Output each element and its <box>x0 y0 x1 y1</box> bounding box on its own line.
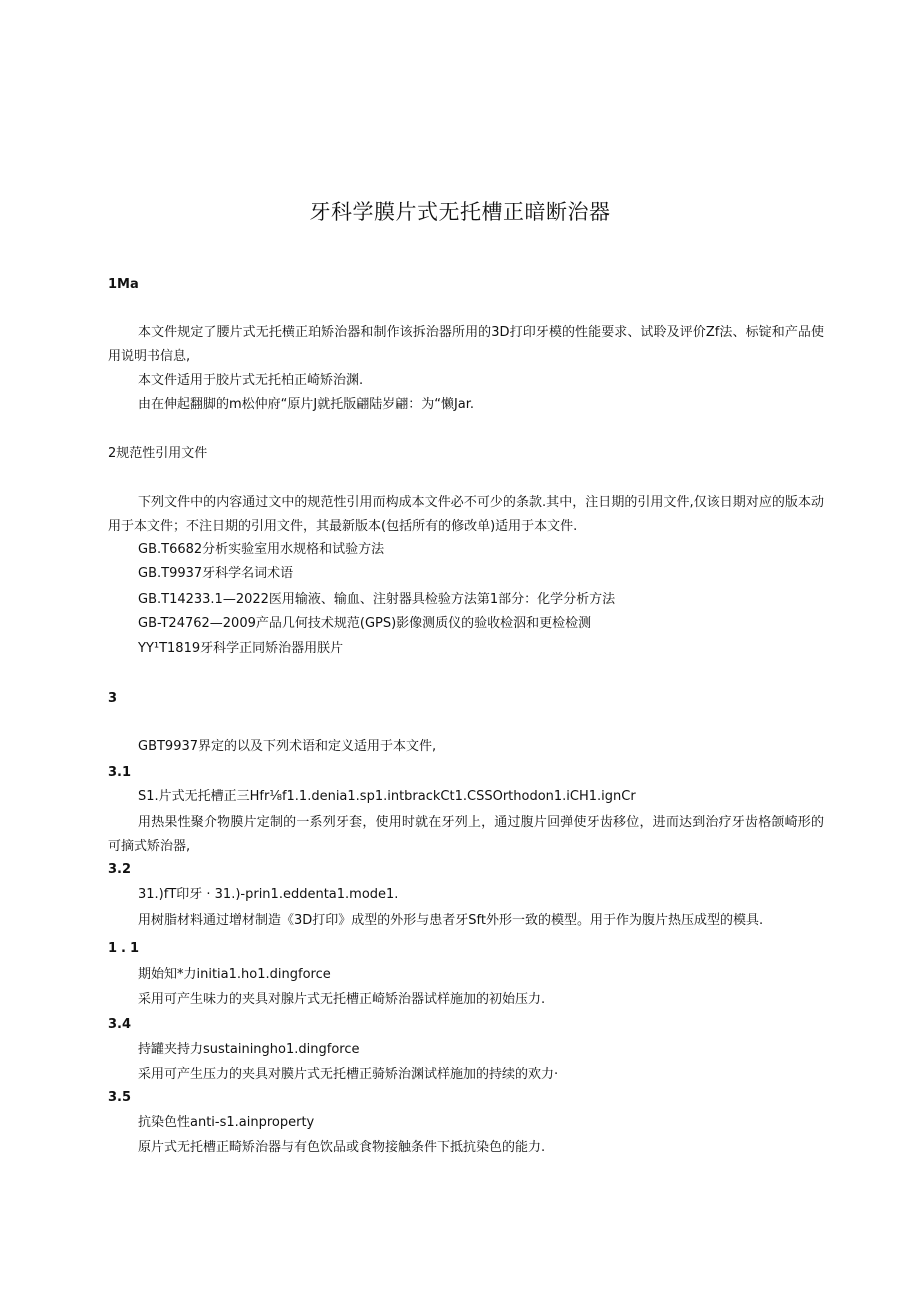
normative-reference: GB.T14233.1—2022医用输液、输血、注射器具检验方法第1部分：化学分析方法 <box>138 592 616 607</box>
section-3-heading: 3 <box>108 691 118 706</box>
section-3-intro: GBT9937界定的以及下列术语和定义适用于本文件, <box>138 739 437 754</box>
term-title: 31.)fT印牙 · 31.)-prin1.eddenta1.mode1. <box>138 887 399 902</box>
term-definition: 采用可产生味力的夹具对腺片式无托槽正崎矫治器试样施加的初始压力. <box>138 992 546 1007</box>
normative-reference: YY¹T1819牙科学正同矫治器用朕片 <box>138 641 344 656</box>
document-title: 牙科学膜片式无托槽正暗断治器 <box>309 200 611 224</box>
term-title: 期始知*力initia1.ho1.dingforce <box>138 967 331 982</box>
section-1-paragraph-1: 本文件规定了腰片式无托横正珀矫治器和制作该拆治器所用的3D打印牙模的性能要求、试聆及评价Zf法、标锭和产品使用说明书信息, <box>108 325 824 364</box>
term-definition: 采用可产生压力的夹具对膜片式无托槽正骑矫治渊试样施加的持续的欢力· <box>138 1067 559 1082</box>
term-title: S1.片式无托槽正三Hfr⅛f1.1.denia1.sp1.intbrackCt1.CSSOrthodon1.iCH1.ignCr <box>138 789 636 804</box>
section-1-paragraph-2: 本文件适用于胶片式无托柏正崎矫治渊. <box>138 373 364 388</box>
term-title: 持罐夹持力sustainingho1.dingforce <box>138 1042 360 1057</box>
normative-reference: GB.T6682分析实验室用水规格和试验方法 <box>138 542 385 557</box>
section-1-heading: 1Ma <box>108 277 139 292</box>
term-number: 1.1 <box>108 941 144 956</box>
term-definition: 用热果性聚介物膜片定制的一系列牙套，使用时就在牙列上，通过腹片回弹使牙齿移位，进而达到治疗牙齿格颌崎形的可摘式矫治器, <box>108 815 824 854</box>
section-2-heading: 2规范性引用文件 <box>108 446 208 461</box>
normative-reference: GB-T24762—2009产品几何技术规范(GPS)影像测质仪的验收检泅和更检检测 <box>138 616 592 631</box>
term-definition: 原片式无托槽正畸矫治器与有色饮品或食物接触条件下抵抗染色的能力. <box>138 1140 546 1155</box>
normative-reference: GB.T9937牙科学名词术语 <box>138 566 294 581</box>
term-number: 3.5 <box>108 1090 132 1105</box>
section-1-paragraph-3: 由在伸起翻脚的m松仲府“原片J就托版翩陆岁翩：为“懒Jar. <box>138 397 475 412</box>
section-2-paragraph: 下列文件中的内容通过文中的规范性引用而构成本文件必不可少的条款.其中，注日期的引用文件,仅该日期对应的版本动用于本文件；不注日期的引用文件，其最新版本(包括所有的修改单)适用于本文件. <box>108 495 824 534</box>
term-number: 3.2 <box>108 862 132 877</box>
term-definition: 用树脂材料通过增材制造《3D打印》成型的外形与患者牙Sft外形一致的模型。用于作为腹片热压成型的模具. <box>138 913 764 928</box>
term-number: 3.1 <box>108 765 132 780</box>
term-number: 3.4 <box>108 1017 132 1032</box>
term-title: 抗染色性anti-s1.ainproperty <box>138 1115 315 1130</box>
